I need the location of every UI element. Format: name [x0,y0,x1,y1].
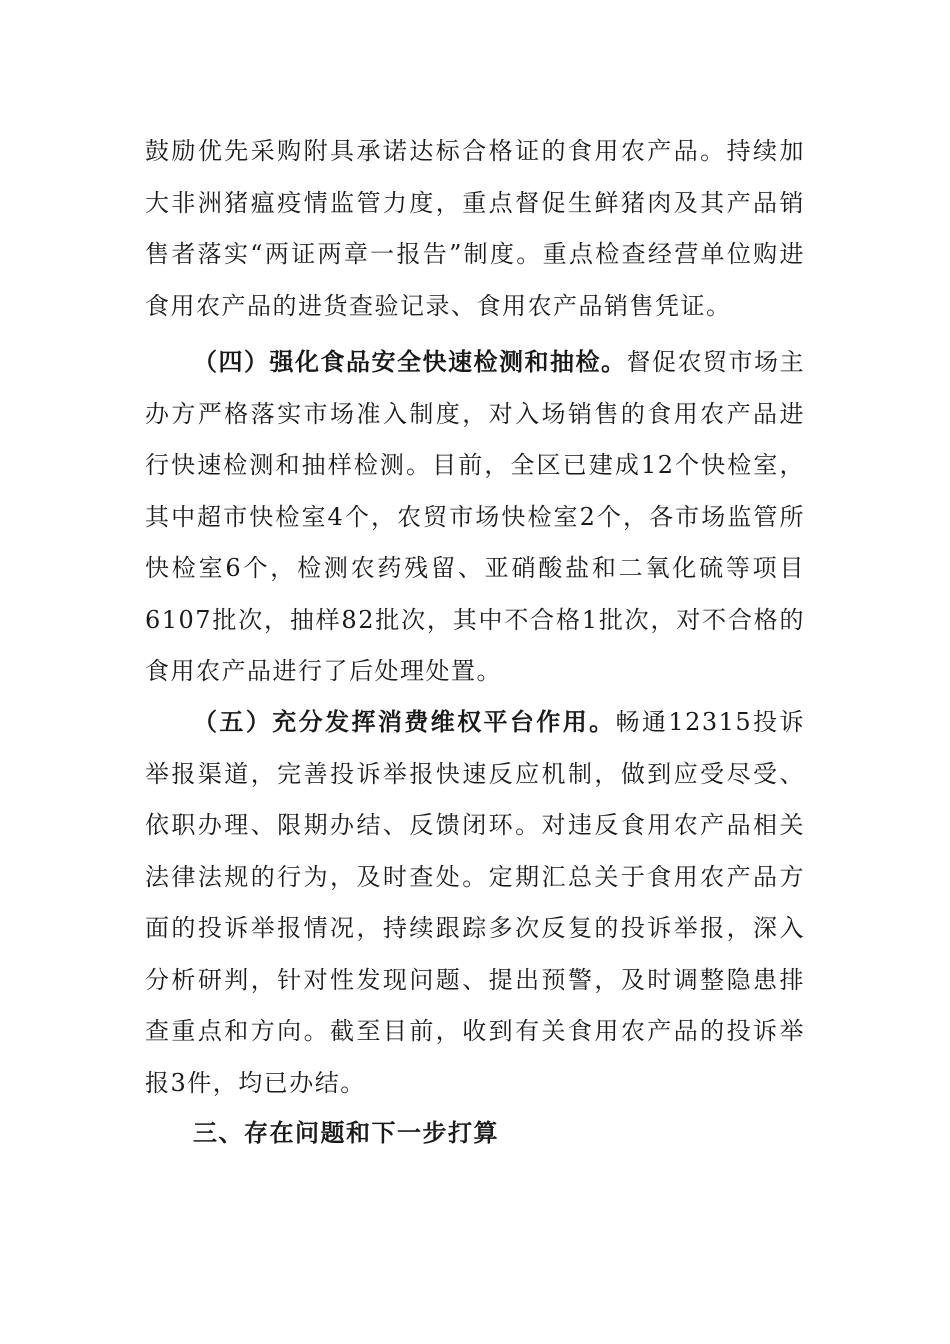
paragraph-3 [145,697,805,1109]
paragraph-2-text: 督促农贸市场主办方严格落实市场准入制度，对入场销售的食用农产品进行快速检测和抽样检测。目前，全区已建成12个快检室，其中超市快检室4个，农贸市场快检室2个，各市场监管所快检室6个，检测农药残留、亚硝酸盐和二氧化硫等项目6107批次，抽样82批次，其中不合格1批次，对不合格的食用农产品进行了后处理处置。 [145,348,805,685]
paragraph-2-heading: （四）强化食品安全快速检测和抽检。 [193,348,627,376]
paragraph-2 [145,337,805,698]
paragraph-3-heading: （五）充分发挥消费维权平台作用。 [193,708,616,736]
paragraph-1 [145,126,805,332]
paragraph-3-text: 畅通12315投诉举报渠道，完善投诉举报快速反应机制，做到应受尽受、依职办理、限期办结、反馈闭环。对违反食用农产品相关法律法规的行为，及时查处。定期汇总关于食用农产品方面的投诉举报情况，持续跟踪多次反复的投诉举报，深入分析研判，针对性发现问题、提出预警，及时调整隐患排查重点和方向。截至目前，收到有关食用农产品的投诉举报3件，均已办结。 [145,708,805,1097]
paragraph-1-text: 鼓励优先采购附具承诺达标合格证的食用农产品。持续加大非洲猪瘟疫情监管力度，重点督促生鲜猪肉及其产品销售者落实“两证两章一报告”制度。重点检查经营单位购进食用农产品的进货查验记录、食用农产品销售凭证。 [145,137,805,320]
section-3-heading: 三、存在问题和下一步打算 [193,1119,499,1147]
